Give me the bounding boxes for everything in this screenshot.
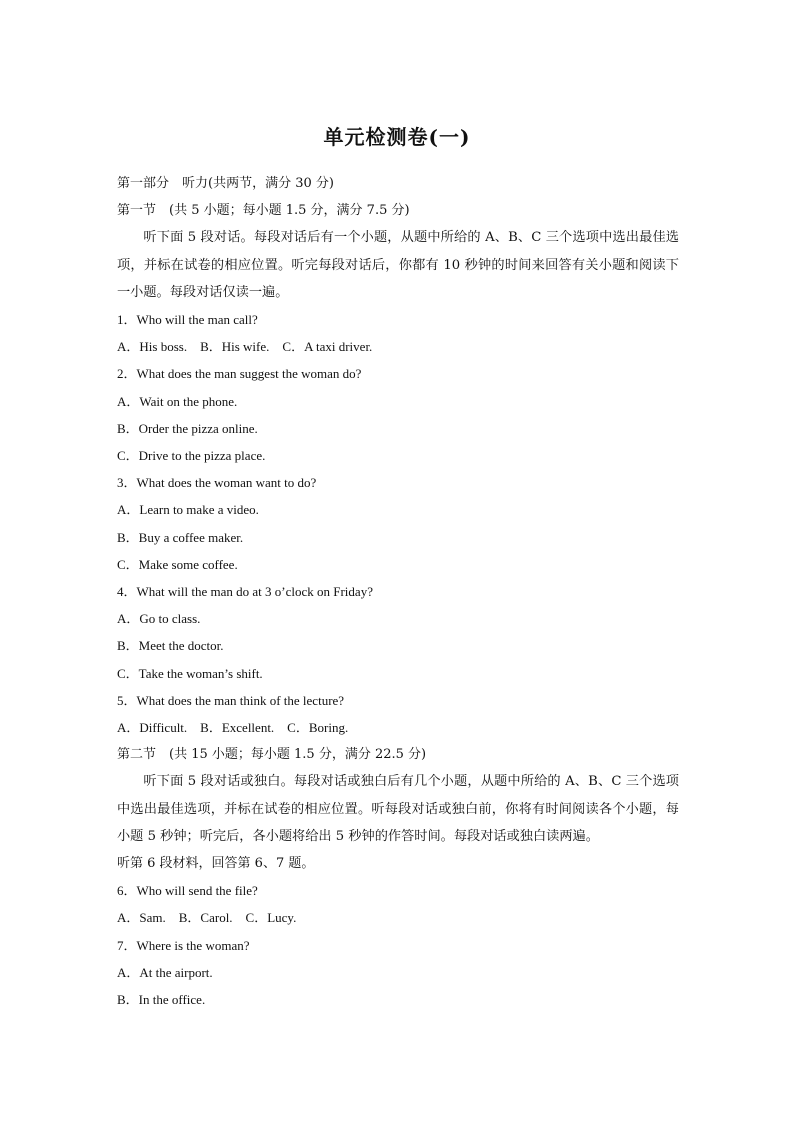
- question-6: 6．Who will send the file?: [117, 883, 258, 899]
- exam-content: [117, 170, 679, 1013]
- options-6: A．Sam. B．Carol. C．Lucy.: [117, 910, 297, 926]
- option-7a: A．At the airport.: [117, 964, 213, 980]
- section2-heading: 第二节 (共 15 小题；每小题 1.5 分，满分 22.5 分): [117, 747, 427, 763]
- question-3: 3．What does the woman want to do?: [117, 475, 317, 491]
- options-5: A．Difficult. B．Excellent. C．Boring.: [117, 720, 349, 736]
- section1-instructions: 听下面 5 段对话。每段对话后有一个小题，从题中所给的 A、B、C 三个选项中选出最佳选项，并标在试卷的相应位置。听完每段对话后，你都有 10 秒钟的时间来回答有关小题和阅读下一小题。每段对话仅读一遍。: [117, 230, 679, 300]
- option-2b: B．Order the pizza online.: [117, 420, 258, 436]
- option-3a: A．Learn to make a video.: [117, 502, 259, 518]
- section1-heading: 第一节 (共 5 小题；每小题 1.5 分，满分 7.5 分): [117, 203, 410, 219]
- page-title: 单元检测卷(一): [323, 125, 471, 149]
- option-3b: B．Buy a coffee maker.: [117, 529, 244, 545]
- option-4c: C．Take the woman’s shift.: [117, 665, 263, 681]
- option-3c: C．Make some coffee.: [117, 556, 238, 572]
- option-7b: B．In the office.: [117, 992, 206, 1008]
- option-2c: C．Drive to the pizza place.: [117, 448, 266, 464]
- question-5: 5．What does the man think of the lecture?: [117, 692, 345, 708]
- material-6-note: 听第 6 段材料，回答第 6、7 题。: [117, 856, 315, 872]
- part-heading: 第一部分 听力(共两节，满分 30 分): [117, 176, 334, 191]
- question-4: 4．What will the man do at 3 o’clock on Friday?: [117, 584, 373, 600]
- question-1: 1．Who will the man call?: [117, 312, 258, 328]
- section2-instructions: 听下面 5 段对话或独白。每段对话或独白后有几个小题，从题中所给的 A、B、C 三个选项中选出最佳选项，并标在试卷的相应位置。听每段对话或独白前，你将有时间阅读各个小题，每小题 5 秒钟；听完后，各小题将给出 5 秒钟的作答时间。每段对话或独白读两遍。: [117, 774, 679, 844]
- option-2a: A．Wait on the phone.: [117, 393, 238, 409]
- option-4a: A．Go to class.: [117, 611, 201, 627]
- question-7: 7．Where is the woman?: [117, 937, 250, 953]
- options-1: A．His boss. B．His wife. C．A taxi driver.: [117, 339, 373, 355]
- question-2: 2．What does the man suggest the woman do?: [117, 366, 362, 382]
- option-4b: B．Meet the doctor.: [117, 638, 224, 654]
